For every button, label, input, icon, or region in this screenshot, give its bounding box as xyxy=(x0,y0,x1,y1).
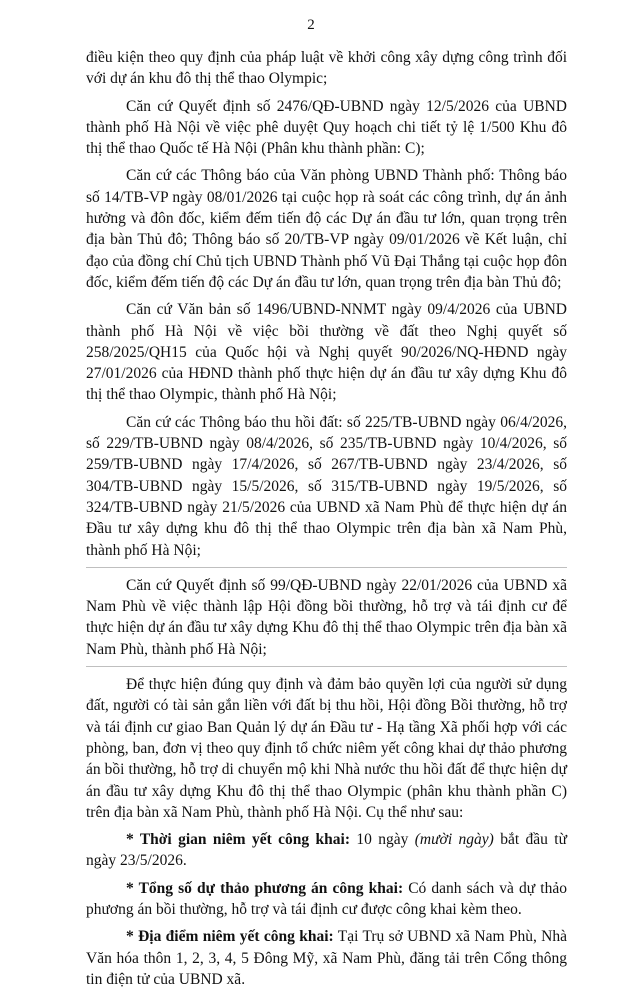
paragraph-decision-2476: Căn cứ Quyết định số 2476/QĐ-UBND ngày 12/5/2026 của UBND thành phố Hà Nội về việc phê duyệt Quy hoạch chi tiết tỷ lệ 1/500 Khu đô thị thể thao Quốc tế Hà Nội (Phân khu thành phần: C); xyxy=(86,97,567,158)
item-posting-time-label: * Thời gian niêm yết công khai: xyxy=(126,831,350,849)
item-posting-location-text: Tại Trụ sở UBND xã Nam Phù, Nhà Văn hóa thôn 1, 2, 3, 4, 5 Đông Mỹ, xã Nam Phù, đăng tải trên Cổng thông tin điện tử của UBND xã. xyxy=(86,928,568,988)
document-body xyxy=(86,47,567,996)
item-posting-time-text: 10 ngày xyxy=(349,831,415,849)
divider-line xyxy=(86,666,567,667)
item-posting-location xyxy=(86,926,567,990)
paragraph-decision-99: Căn cứ Quyết định số 99/QĐ-UBND ngày 22/01/2026 của UBND xã Nam Phù về việc thành lập Hội đồng bồi thường, hỗ trợ và tái định cư để thực hiện dự án đầu tư xây dựng Khu đô thị thể thao Olympic trên địa bàn xã Nam Phù, thành phố Hà Nội; xyxy=(86,576,567,658)
item-total-drafts xyxy=(86,878,567,921)
item-posting-time xyxy=(86,829,567,872)
paragraph-land-recovery-notices: Căn cứ các Thông báo thu hồi đất: số 225/TB-UBND ngày 06/4/2026, số 229/TB-UBND ngày 08/4/2026, số 235/TB-UBND ngày 10/4/2026, số 259/TB-UBND ngày 17/4/2026, số 267/TB-UBND ngày 23/4/2026, số 304/TB-UBND ngày 15/5/2026, số 315/TB-UBND ngày 19/5/2026, số 324/TB-UBND ngày 21/5/2026 của UBND xã Nam Phù để thực hiện dự án Đầu tư xây dựng khu đô thị thể thao Olympic trên địa bàn xã Nam Phù, thành phố Hà Nội; xyxy=(86,413,567,559)
item-posting-time-italic: (mười ngày) xyxy=(414,831,494,849)
paragraph-document-1496: Căn cứ Văn bản số 1496/UBND-NNMT ngày 09/4/2026 của UBND thành phố Hà Nội về việc bồi thường về đất theo Nghị quyết số 258/2025/QH15 của Quốc hội và Nghị quyết 90/2026/NQ-HĐND ngày 27/01/2026 của HĐND thành phố thực hiện dự án đầu tư xây dựng Khu đô thị thể thao Olympic, thành phố Hà Nội; xyxy=(86,301,567,404)
divider-line xyxy=(86,567,567,568)
item-posting-location-label: * Địa điểm niêm yết công khai: xyxy=(126,928,334,946)
item-total-drafts-text: Có danh sách và dự thảo phương án bồi thường, hỗ trợ và tái định cư được công khai kèm theo. xyxy=(86,879,567,918)
paragraph-office-notices: Căn cứ các Thông báo của Văn phòng UBND Thành phố: Thông báo số 14/TB-VP ngày 08/01/2026 tại cuộc họp rà soát các công trình, dự án ảnh hưởng và đôn đốc, kiểm đếm tiến độ các Dự án đầu tư lớn, quan trọng trên địa bàn Thủ đô; Thông báo số 20/TB-VP ngày 09/01/2026 về Kết luận, chỉ đạo của đồng chí Chủ tịch UBND Thành phố Vũ Đại Thắng tại cuộc họp đôn đốc, kiểm đếm tiến độ các Dự án đầu tư lớn, quan trọng trên địa bàn Thủ đô; xyxy=(86,167,567,291)
item-total-drafts-label: * Tổng số dự thảo phương án công khai: xyxy=(126,879,404,897)
paragraph-implementation: Để thực hiện đúng quy định và đảm bảo quyền lợi của người sử dụng đất, người có tài sản gắn liền với đất bị thu hồi, Hội đồng Bồi thường, hỗ trợ và tái định cư giao Ban Quản lý dự án Đầu tư - Hạ tầng Xã phối hợp với các phòng, ban, đơn vị theo quy định tổ chức niêm yết công khai dự thảo phương án bồi thường, hỗ trợ di chuyển mộ khi Nhà nước thu hồi đất để thực hiện dự án đầu tư xây dựng Khu đô thị thể thao Olympic (phân khu thành phần C) trên địa bàn xã Nam Phù, thành phố Hà Nội. Cụ thể như sau: xyxy=(86,676,567,821)
paragraph-conditions: điều kiện theo quy định của pháp luật về khởi công xây dựng công trình đối với dự án khu đô thị thể thao Olympic; xyxy=(86,49,567,88)
item-posting-time-date: bắt đầu từ ngày 23/5/2026. xyxy=(86,831,567,870)
page-number: 2 xyxy=(307,17,315,33)
